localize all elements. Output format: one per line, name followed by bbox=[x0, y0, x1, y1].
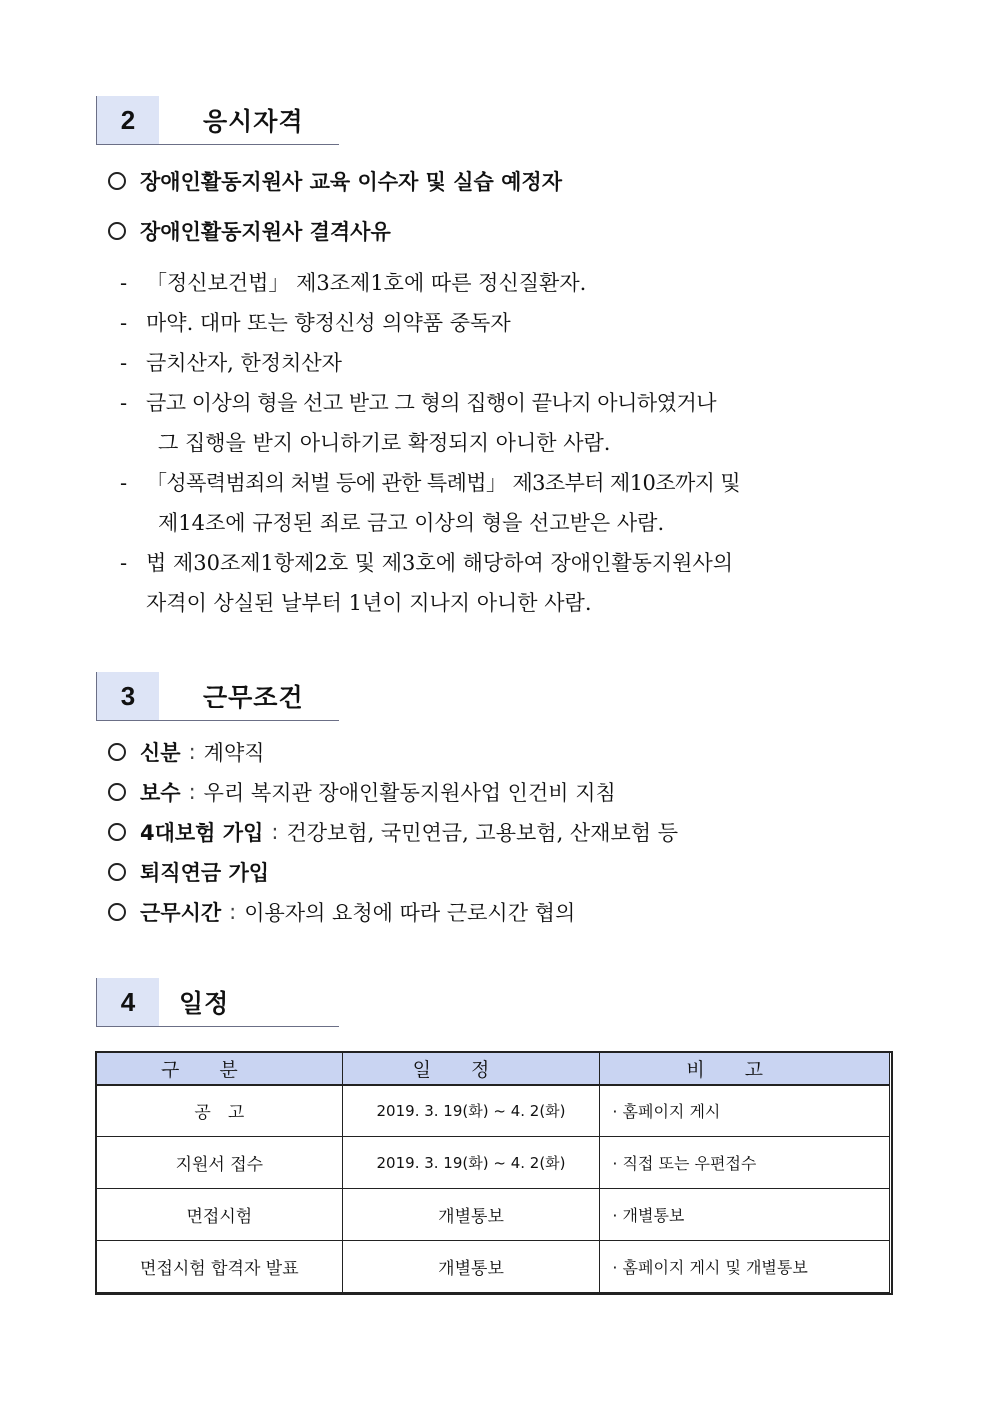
disqualification-item: - 「정신보건법」 제3조제1호에 따른 정신질환자. bbox=[120, 271, 587, 295]
table-row bbox=[97, 1085, 890, 1137]
section-title: 근무조건 bbox=[203, 683, 304, 712]
circle-bullet-icon bbox=[108, 903, 126, 921]
column-header-remarks: 비고 bbox=[600, 1053, 890, 1085]
condition-item: 보수 : 우리 복지관 장애인활동지원사업 인건비 지침 bbox=[108, 777, 616, 807]
section-header-4 bbox=[96, 978, 339, 1027]
schedule-table bbox=[96, 1052, 890, 1293]
cell-note: · 홈페이지 게시 bbox=[600, 1085, 890, 1137]
qualification-bullet: 장애인활동지원사 결격사유 bbox=[108, 216, 391, 246]
table-row bbox=[97, 1189, 890, 1241]
condition-item: 근무시간 : 이용자의 요청에 따라 근로시간 협의 bbox=[108, 897, 575, 927]
disqualification-item-continued: 제14조에 규정된 죄로 금고 이상의 형을 선고받은 사람. bbox=[158, 511, 665, 535]
cell-item: 면접시험 bbox=[97, 1189, 343, 1241]
cell-date: 2019. 3. 19(화) ~ 4. 2(화) bbox=[342, 1085, 600, 1137]
table-header-row bbox=[97, 1053, 890, 1085]
cell-item: 공 고 bbox=[97, 1085, 343, 1137]
condition-item: 신분 : 계약직 bbox=[108, 737, 265, 767]
cell-item: 지원서 접수 bbox=[97, 1137, 343, 1189]
cell-note: · 개별통보 bbox=[600, 1189, 890, 1241]
section-title: 일정 bbox=[179, 989, 230, 1018]
section-number: 3 bbox=[97, 672, 159, 720]
section-number: 2 bbox=[97, 96, 159, 144]
disqualification-item: - 법 제30조제1항제2호 및 제3호에 해당하여 장애인활동지원사의 bbox=[120, 551, 734, 575]
cell-note: · 홈페이지 게시 및 개별통보 bbox=[600, 1241, 890, 1293]
cell-date: 개별통보 bbox=[342, 1189, 600, 1241]
disqualification-item: - 「성폭력범죄의 처벌 등에 관한 특례법」 제3조부터 제10조까지 및 bbox=[120, 471, 741, 495]
cell-note: · 직접 또는 우편접수 bbox=[600, 1137, 890, 1189]
condition-item: 4대보험 가입 : 건강보험, 국민연금, 고용보험, 산재보험 등 bbox=[108, 817, 678, 847]
column-header-category: 구분 bbox=[97, 1053, 343, 1085]
cell-item: 면접시험 합격자 발표 bbox=[97, 1241, 343, 1293]
qualification-bullet: 장애인활동지원사 교육 이수자 및 실습 예정자 bbox=[108, 166, 562, 196]
table-row bbox=[97, 1137, 890, 1189]
circle-bullet-icon bbox=[108, 222, 126, 240]
cell-date: 개별통보 bbox=[342, 1241, 600, 1293]
section-title: 응시자격 bbox=[203, 107, 304, 136]
cell-date: 2019. 3. 19(화) ~ 4. 2(화) bbox=[342, 1137, 600, 1189]
section-number: 4 bbox=[97, 978, 159, 1026]
circle-bullet-icon bbox=[108, 823, 126, 841]
circle-bullet-icon bbox=[108, 783, 126, 801]
disqualification-item: - 금고 이상의 형을 선고 받고 그 형의 집행이 끝나지 아니하였거나 bbox=[120, 391, 717, 415]
disqualification-item: - 마약. 대마 또는 향정신성 의약품 중독자 bbox=[120, 311, 511, 335]
disqualification-item-continued: 자격이 상실된 날부터 1년이 지나지 아니한 사람. bbox=[146, 591, 592, 615]
disqualification-item-continued: 그 집행을 받지 아니하기로 확정되지 아니한 사람. bbox=[158, 431, 611, 455]
circle-bullet-icon bbox=[108, 863, 126, 881]
section-header-3 bbox=[96, 672, 339, 721]
condition-item: 퇴직연금 가입 bbox=[108, 857, 269, 887]
disqualification-item: - 금치산자, 한정치산자 bbox=[120, 351, 342, 375]
table-row bbox=[97, 1241, 890, 1293]
section-header-2 bbox=[96, 96, 339, 145]
circle-bullet-icon bbox=[108, 743, 126, 761]
circle-bullet-icon bbox=[108, 172, 126, 190]
column-header-schedule: 일정 bbox=[342, 1053, 600, 1085]
